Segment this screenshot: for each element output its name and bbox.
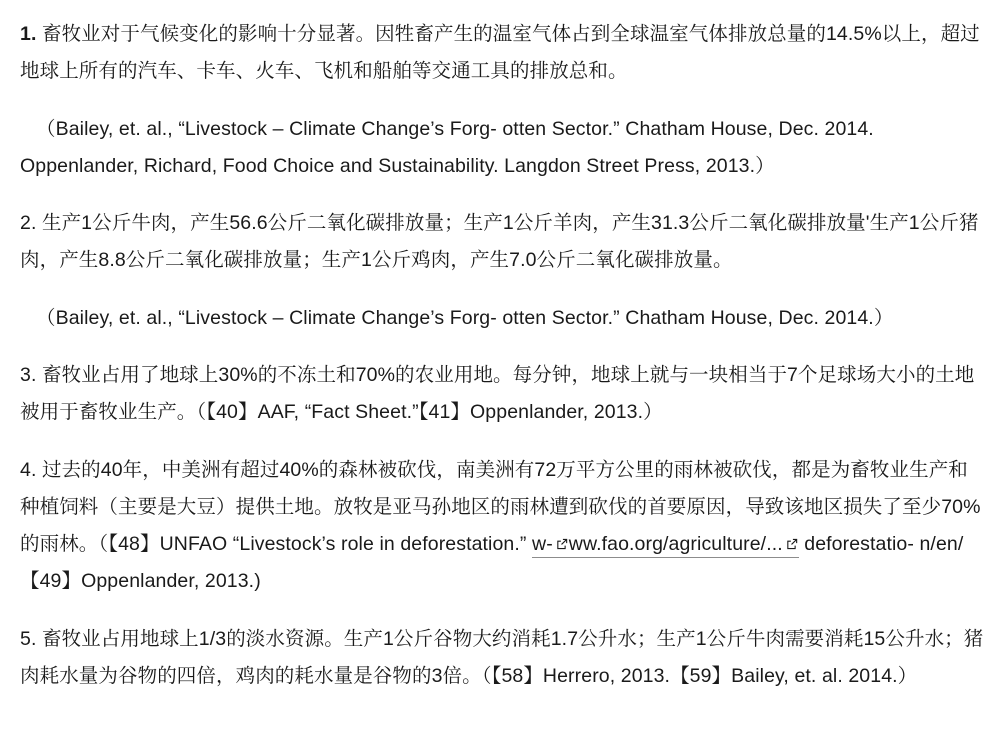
citation-2: （Bailey, et. al., “Livestock – Climate Change’s Forg- otten Sector.” Chatham House, Dec. 2014.） <box>36 307 894 329</box>
paragraph-5: 5. 畜牧业占用地球上1/3的淡水资源。生产1公斤谷物大约消耗1.7公升水；生产1公斤牛肉需要消耗15公升水；猪肉耗水量为谷物的四倍，鸡肉的耗水量是谷物的3倍。（【58】Herrero, 2013.【59】Bailey, et. al. 2014.） <box>20 628 984 687</box>
paragraph-1-text: 畜牧业对于气候变化的影响十分显著。因牲畜产生的温室气体占到全球温室气体排放总量的14.5%以上，超过地球上所有的汽车、卡车、火车、飞机和船舶等交通工具的排放总和。 <box>20 23 980 82</box>
paragraph-4-text-before-link: 4. 过去的40年，中美洲有超过40%的森林被砍伐，南美洲有72万平方公里的雨林被砍伐，都是为畜牧业生产和种植饲料（主要是大豆）提供土地。放牧是亚马孙地区的雨林遭到砍伐的首要原因，导致该地区损失了至少70%的雨林。（【48】UNFAO “Livestock’s role in deforestation.” <box>20 459 981 555</box>
paragraph-4 <box>20 452 986 600</box>
fao-link-label-1: w- <box>532 533 553 555</box>
paragraph-3: 3. 畜牧业占用了地球上30%的不冻土和70%的农业用地。每分钟，地球上就与一块相当于7个足球场大小的土地被用于畜牧业生产。（【40】AAF, “Fact Sheet.”【41】Oppenlander, 2013.） <box>20 364 975 423</box>
citation-1: （Bailey, et. al., “Livestock – Climate Change’s Forg- otten Sector.” Chatham House, Dec. 2014. Oppenlander, Richard, Food Choice and Sustainability. Langdon Street Press, 2013.） <box>20 118 874 177</box>
fao-deforestation-link-part2[interactable] <box>569 533 799 558</box>
external-link-icon <box>785 537 799 551</box>
fao-deforestation-link-part1[interactable] <box>532 533 569 558</box>
paragraph-1 <box>20 16 986 90</box>
fao-link-label-2: ww.fao.org/agriculture/... <box>568 533 783 555</box>
paragraph-1-number: 1. <box>20 23 37 45</box>
paragraph-2: 2. 生产1公斤牛肉，产生56.6公斤二氧化碳排放量；生产1公斤羊肉，产生31.3公斤二氧化碳排放量'生产1公斤猪肉，产生8.8公斤二氧化碳排放量；生产1公斤鸡肉，产生7.0公斤二氧化碳排放量。 <box>20 212 979 271</box>
paragraph-4-text-after-link: deforestatio- n/en/ 【49】Oppenlander, 2013.) <box>20 533 964 592</box>
external-link-icon <box>555 537 569 551</box>
